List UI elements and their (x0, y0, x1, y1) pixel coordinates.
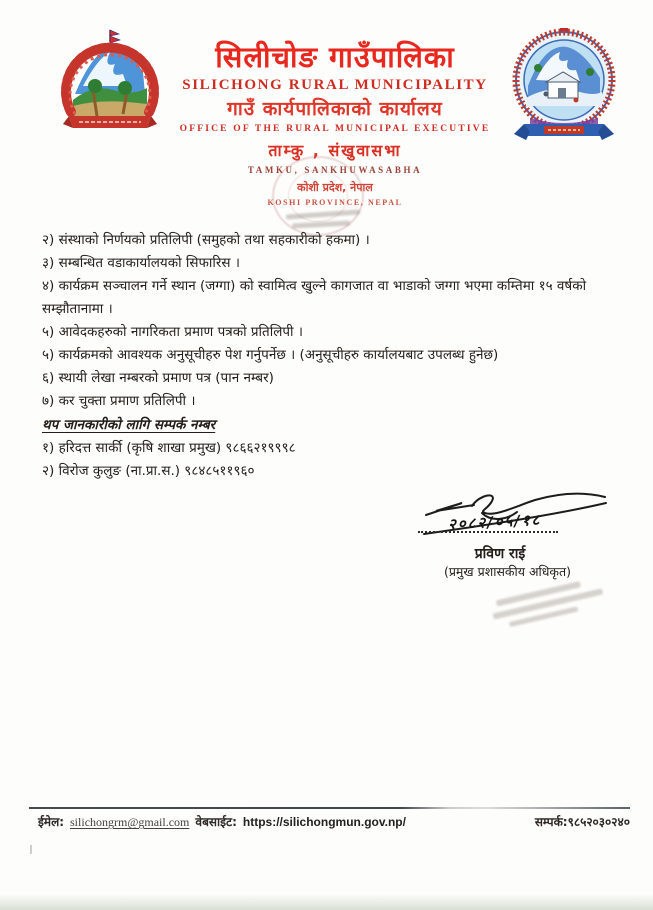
email-label: ईमेल: (38, 815, 65, 829)
contact-entry: १) हरिदत्त सार्की (कृषि शाखा प्रमुख) ९८६६२१९९९८ (42, 440, 296, 456)
list-item: २) संस्थाको निर्णयको प्रतिलिपी (समुहको तथा सहकारीको हकमा) । (42, 232, 370, 248)
scan-artifact (30, 845, 32, 854)
list-item: ४) कार्यक्रम सञ्चालन गर्ने स्थान (जग्गा) को स्वामित्व खुल्ने कागजात वा भाडाको जग्गा भएमा कम्तिमा १५ वर्षको सम्झौतानामा । (42, 278, 587, 317)
list-item: ५) कार्यक्रमको आवश्यक अनुसूचीहरु पेश गर्नुपर्नेछ । (अनुसूचीहरु कार्यालयबाट उपलब्ध हुनेछ) (42, 347, 499, 363)
requirements-list (42, 229, 624, 413)
office-name-english: OFFICE OF THE RURAL MUNICIPAL EXECUTIVE (179, 124, 491, 134)
scan-edge-shadow (0, 894, 653, 910)
footer-divider (29, 807, 630, 809)
footer-contact-links (38, 813, 406, 830)
faint-office-stamp (489, 571, 615, 637)
list-item: ७) कर चुक्ता प्रमाण प्रतिलिपी । (42, 393, 196, 409)
email-link[interactable]: silichongrm@gmail.com (70, 815, 190, 829)
silichong-municipal-seal-icon (510, 28, 618, 150)
place-name-nepali: ताम्कु , संखुवासभा (268, 141, 402, 160)
list-item: ६) स्थायी लेखा नम्बरको प्रमाण पत्र (पान नम्बर) (42, 370, 274, 386)
office-name-nepali: गाउँ कार्यपालिकाको कार्यालय (227, 98, 443, 120)
signatory-name: प्रविण राई (474, 546, 526, 562)
footer (38, 813, 630, 830)
province-name-nepali: कोशी प्रदेश, नेपाल (297, 181, 373, 194)
signatory-title: (प्रमुख प्रशासकीय अधिकृत) (443, 564, 572, 579)
phone-label: सम्पर्क: (534, 815, 568, 829)
place-name-english: TAMKU, SANKHUWASABHA (247, 165, 423, 175)
website-link[interactable]: https://silichongmun.gov.np/ (242, 815, 406, 829)
contact-section (42, 414, 522, 483)
contact-entry: २) विरोज कुलुङ (ना.प्रा.स.) ९८४८५११९६० (42, 463, 255, 479)
municipality-title-nepali: सिलीचोङ गाउँपालिका (215, 40, 455, 74)
website-label: वेबसाईट: (195, 815, 237, 829)
phone-number: ९८५२०३०२४० (567, 815, 630, 829)
list-item: ३) सम्बन्धित वडाकार्यालयको सिफारिस । (42, 255, 240, 271)
list-item: ५) आवेदकहरुको नागरिकता प्रमाण पत्रको प्रतिलिपी । (42, 324, 303, 340)
municipality-title-english: SILICHONG RURAL MUNICIPALITY (182, 77, 488, 93)
province-name-english: KOSHI PROVINCE, NEPAL (267, 198, 403, 207)
contact-heading: थप जानकारीको लागि सम्पर्क नम्बर (42, 417, 216, 433)
handwritten-date: २०८२/०५/१८ (447, 510, 542, 534)
footer-phone (535, 813, 630, 830)
